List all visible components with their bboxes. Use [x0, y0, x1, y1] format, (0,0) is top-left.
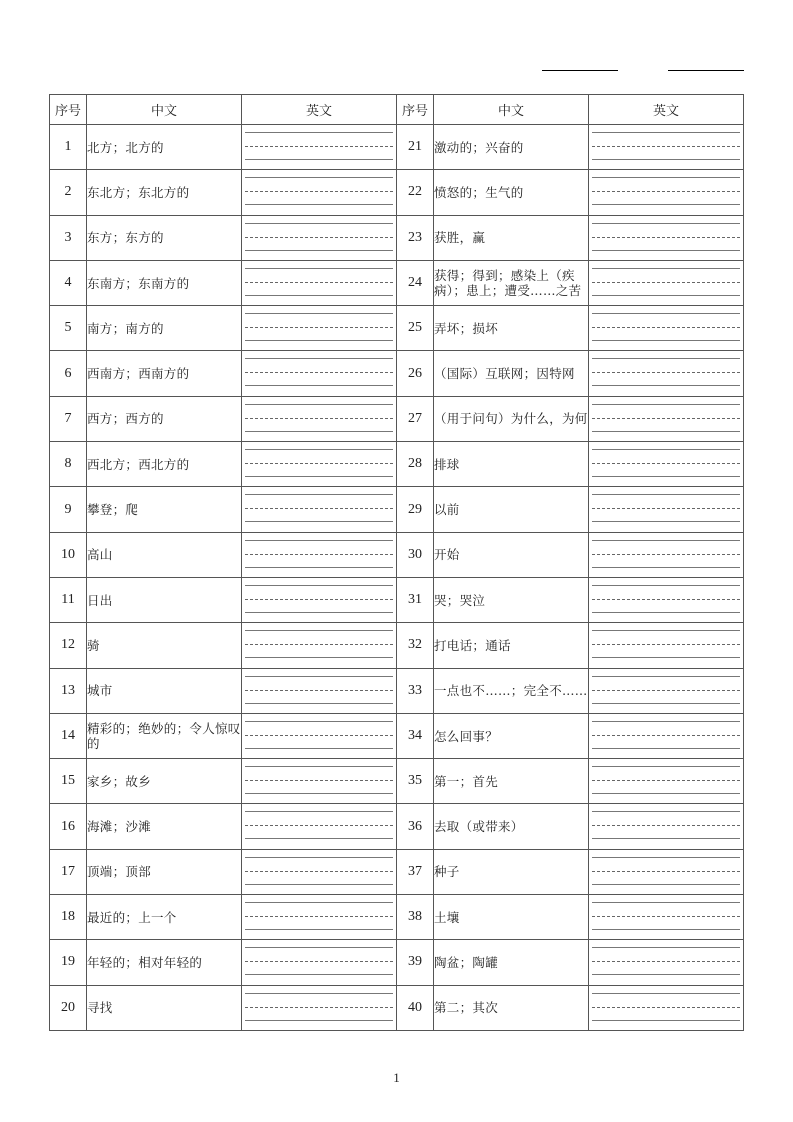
chinese-term: 东方；东方的	[87, 215, 242, 260]
writing-lines	[245, 449, 393, 477]
english-answer-cell[interactable]	[242, 170, 397, 215]
english-answer-cell[interactable]	[242, 532, 397, 577]
chinese-term: 精彩的；绝妙的；令人惊叹的	[87, 713, 242, 758]
writing-lines	[245, 404, 393, 432]
item-number: 37	[397, 849, 434, 894]
chinese-term: 排球	[434, 442, 589, 487]
english-answer-cell[interactable]	[242, 895, 397, 940]
english-answer-cell[interactable]	[589, 487, 744, 532]
chinese-term: 东北方；东北方的	[87, 170, 242, 215]
writing-lines	[592, 721, 740, 749]
writing-lines	[592, 223, 740, 251]
english-answer-cell[interactable]	[242, 125, 397, 170]
chinese-term: 开始	[434, 532, 589, 577]
english-answer-cell[interactable]	[589, 442, 744, 487]
english-answer-cell[interactable]	[242, 351, 397, 396]
writing-lines	[245, 811, 393, 839]
chinese-term: 南方；南方的	[87, 306, 242, 351]
table-row	[50, 623, 744, 668]
writing-lines	[245, 132, 393, 160]
item-number: 20	[50, 985, 87, 1030]
english-answer-cell[interactable]	[242, 713, 397, 758]
chinese-term: （用于问句）为什么，为何	[434, 396, 589, 441]
chinese-term: 第二；其次	[434, 985, 589, 1030]
item-number: 28	[397, 442, 434, 487]
english-answer-cell[interactable]	[589, 759, 744, 804]
item-number: 30	[397, 532, 434, 577]
chinese-term: 东南方；东南方的	[87, 260, 242, 305]
item-number: 38	[397, 895, 434, 940]
table-row	[50, 351, 744, 396]
item-number: 32	[397, 623, 434, 668]
chinese-term: 陶盆；陶罐	[434, 940, 589, 985]
vocabulary-table	[49, 94, 744, 1031]
chinese-term: 打电话；通话	[434, 623, 589, 668]
english-answer-cell[interactable]	[589, 260, 744, 305]
english-answer-cell[interactable]	[589, 577, 744, 622]
item-number: 27	[397, 396, 434, 441]
english-answer-cell[interactable]	[242, 577, 397, 622]
item-number: 5	[50, 306, 87, 351]
chinese-term: 土壤	[434, 895, 589, 940]
chinese-term: 北方；北方的	[87, 125, 242, 170]
item-number: 3	[50, 215, 87, 260]
item-number: 1	[50, 125, 87, 170]
item-number: 21	[397, 125, 434, 170]
item-number: 26	[397, 351, 434, 396]
writing-lines	[245, 494, 393, 522]
item-number: 39	[397, 940, 434, 985]
table-row	[50, 260, 744, 305]
english-answer-cell[interactable]	[589, 668, 744, 713]
header-chinese-right: 中文	[434, 95, 589, 125]
item-number: 6	[50, 351, 87, 396]
item-number: 15	[50, 759, 87, 804]
chinese-term: 家乡；故乡	[87, 759, 242, 804]
writing-lines	[592, 449, 740, 477]
chinese-term: 骑	[87, 623, 242, 668]
writing-lines	[592, 494, 740, 522]
writing-lines	[245, 585, 393, 613]
item-number: 36	[397, 804, 434, 849]
chinese-term: 西北方；西北方的	[87, 442, 242, 487]
writing-lines	[245, 177, 393, 205]
chinese-term: 顶端；顶部	[87, 849, 242, 894]
english-answer-cell[interactable]	[589, 396, 744, 441]
table-row	[50, 306, 744, 351]
item-number: 17	[50, 849, 87, 894]
chinese-term: 最近的；上一个	[87, 895, 242, 940]
table-row	[50, 804, 744, 849]
item-number: 25	[397, 306, 434, 351]
item-number: 19	[50, 940, 87, 985]
header-english-right: 英文	[589, 95, 744, 125]
english-answer-cell[interactable]	[242, 804, 397, 849]
chinese-term: 以前	[434, 487, 589, 532]
writing-lines	[592, 947, 740, 975]
item-number: 16	[50, 804, 87, 849]
item-number: 34	[397, 713, 434, 758]
writing-lines	[592, 268, 740, 296]
writing-lines	[245, 947, 393, 975]
writing-lines	[592, 811, 740, 839]
writing-lines	[245, 766, 393, 794]
table-row	[50, 396, 744, 441]
english-answer-cell[interactable]	[242, 759, 397, 804]
item-number: 18	[50, 895, 87, 940]
english-answer-cell[interactable]	[589, 623, 744, 668]
item-number: 33	[397, 668, 434, 713]
english-answer-cell[interactable]	[242, 306, 397, 351]
item-number: 29	[397, 487, 434, 532]
item-number: 12	[50, 623, 87, 668]
writing-lines	[245, 857, 393, 885]
english-answer-cell[interactable]	[589, 306, 744, 351]
writing-lines	[592, 902, 740, 930]
english-answer-cell[interactable]	[242, 487, 397, 532]
table-header-row	[50, 95, 744, 125]
header-english-left: 英文	[242, 95, 397, 125]
item-number: 23	[397, 215, 434, 260]
table-row	[50, 985, 744, 1030]
english-answer-cell[interactable]	[589, 532, 744, 577]
chinese-term: 高山	[87, 532, 242, 577]
english-answer-cell[interactable]	[589, 895, 744, 940]
english-answer-cell[interactable]	[242, 849, 397, 894]
chinese-term: 第一；首先	[434, 759, 589, 804]
chinese-term: 西方；西方的	[87, 396, 242, 441]
table-row	[50, 487, 744, 532]
writing-lines	[592, 585, 740, 613]
item-number: 35	[397, 759, 434, 804]
writing-lines	[592, 313, 740, 341]
chinese-term: 获胜，赢	[434, 215, 589, 260]
chinese-term: 城市	[87, 668, 242, 713]
table-row	[50, 759, 744, 804]
english-answer-cell[interactable]	[242, 940, 397, 985]
writing-lines	[592, 993, 740, 1021]
chinese-term: 种子	[434, 849, 589, 894]
writing-lines	[245, 630, 393, 658]
writing-lines	[245, 268, 393, 296]
name-blank-line[interactable]	[542, 70, 618, 71]
item-number: 11	[50, 577, 87, 622]
table-row	[50, 895, 744, 940]
item-number: 40	[397, 985, 434, 1030]
english-answer-cell[interactable]	[589, 940, 744, 985]
writing-lines	[592, 676, 740, 704]
item-number: 4	[50, 260, 87, 305]
item-number: 10	[50, 532, 87, 577]
table-row	[50, 442, 744, 487]
english-answer-cell[interactable]	[589, 804, 744, 849]
item-number: 9	[50, 487, 87, 532]
english-answer-cell[interactable]	[242, 623, 397, 668]
table-row	[50, 577, 744, 622]
header-number-right: 序号	[397, 95, 434, 125]
writing-lines	[245, 902, 393, 930]
english-answer-cell[interactable]	[589, 215, 744, 260]
item-number: 13	[50, 668, 87, 713]
chinese-term: 海滩；沙滩	[87, 804, 242, 849]
writing-lines	[592, 766, 740, 794]
table-row	[50, 215, 744, 260]
chinese-term: 愤怒的；生气的	[434, 170, 589, 215]
writing-lines	[592, 630, 740, 658]
header-chinese-left: 中文	[87, 95, 242, 125]
writing-lines	[592, 404, 740, 432]
english-answer-cell[interactable]	[242, 442, 397, 487]
english-answer-cell[interactable]	[242, 396, 397, 441]
writing-lines	[245, 358, 393, 386]
chinese-term: 年轻的；相对年轻的	[87, 940, 242, 985]
writing-lines	[592, 177, 740, 205]
table-row	[50, 170, 744, 215]
item-number: 31	[397, 577, 434, 622]
table-row	[50, 849, 744, 894]
writing-lines	[245, 313, 393, 341]
english-answer-cell[interactable]	[589, 849, 744, 894]
writing-lines	[245, 993, 393, 1021]
english-answer-cell[interactable]	[589, 170, 744, 215]
header-number-left: 序号	[50, 95, 87, 125]
english-answer-cell[interactable]	[589, 713, 744, 758]
chinese-term: 激动的；兴奋的	[434, 125, 589, 170]
english-answer-cell[interactable]	[242, 668, 397, 713]
page-number: 1	[393, 1070, 400, 1085]
chinese-term: 寻找	[87, 985, 242, 1030]
item-number: 2	[50, 170, 87, 215]
item-number: 22	[397, 170, 434, 215]
chinese-term: 西南方；西南方的	[87, 351, 242, 396]
table-row	[50, 940, 744, 985]
writing-lines	[245, 721, 393, 749]
writing-lines	[592, 540, 740, 568]
table-row	[50, 532, 744, 577]
chinese-term: （国际）互联网；因特网	[434, 351, 589, 396]
table-row	[50, 668, 744, 713]
chinese-term: 去取（或带来）	[434, 804, 589, 849]
table-row	[50, 125, 744, 170]
chinese-term: 怎么回事？	[434, 713, 589, 758]
writing-lines	[245, 540, 393, 568]
chinese-term: 弄坏；损坏	[434, 306, 589, 351]
writing-lines	[592, 132, 740, 160]
table-row	[50, 713, 744, 758]
writing-lines	[592, 358, 740, 386]
item-number: 7	[50, 396, 87, 441]
item-number: 8	[50, 442, 87, 487]
chinese-term: 获得；得到；感染上（疾病）；患上；遭受……之苦	[434, 260, 589, 305]
writing-lines	[592, 857, 740, 885]
chinese-term: 哭；哭泣	[434, 577, 589, 622]
item-number: 14	[50, 713, 87, 758]
score-blank-line[interactable]	[668, 70, 744, 71]
english-answer-cell[interactable]	[589, 985, 744, 1030]
chinese-term: 攀登；爬	[87, 487, 242, 532]
writing-lines	[245, 223, 393, 251]
english-answer-cell[interactable]	[242, 215, 397, 260]
english-answer-cell[interactable]	[589, 125, 744, 170]
english-answer-cell[interactable]	[242, 260, 397, 305]
chinese-term: 日出	[87, 577, 242, 622]
writing-lines	[245, 676, 393, 704]
english-answer-cell[interactable]	[589, 351, 744, 396]
chinese-term: 一点也不……；完全不……	[434, 668, 589, 713]
item-number: 24	[397, 260, 434, 305]
english-answer-cell[interactable]	[242, 985, 397, 1030]
